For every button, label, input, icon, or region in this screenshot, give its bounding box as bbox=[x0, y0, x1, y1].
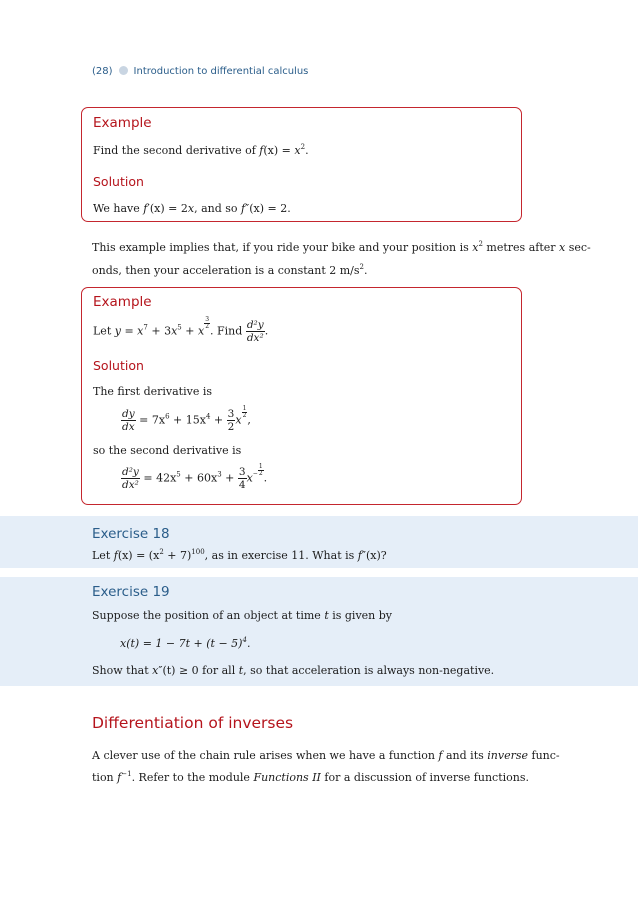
exercise-line-1: Suppose the position of an object at time t is given by bbox=[92, 609, 393, 622]
exercise-18-band bbox=[0, 516, 638, 568]
example-title: Example bbox=[93, 294, 152, 310]
fraction-exponent: $\frac{3}{2}$ bbox=[205, 316, 210, 331]
bullet-dot-icon bbox=[119, 66, 128, 75]
section-heading: Differentiation of inverses bbox=[92, 714, 294, 732]
exercise-equation: $x(t) = 1 - 7t + (t - 5)^4$. bbox=[120, 636, 251, 650]
first-derivative-text: The first derivative is bbox=[93, 385, 213, 398]
exercise-title: Exercise 19 bbox=[92, 584, 170, 600]
solution-text: We have f′(x) = 2x, and so f″(x) = 2. bbox=[93, 202, 291, 215]
second-derivative-equation: $\frac{\text{d²y}}{\text{dx²}}$ = $42x^5 + 60x^3$ + $\frac{3}{4}$ x− $\frac{1}{2}$ . bbox=[122, 463, 268, 491]
example-box-1 bbox=[81, 107, 522, 222]
example-question: Find the second derivative of $f(x) = x^2$. bbox=[93, 143, 309, 157]
exercise-title: Exercise 18 bbox=[92, 526, 170, 542]
paragraph-line-1: This example implies that, if you ride your bike and your position is $x^2$ metres after x sec- bbox=[92, 240, 591, 254]
chapter-title: Introduction to differential calculus bbox=[133, 66, 309, 77]
first-derivative-equation: $\frac{dy}{dx}$ = $7x^6 + 15x^4$ + $\frac{3}{2}$ x $\frac{1}{2}$ , bbox=[122, 405, 251, 433]
example-box-2 bbox=[81, 287, 522, 505]
solution-title: Solution bbox=[93, 174, 144, 189]
running-header bbox=[92, 66, 308, 77]
example-question: Let $y = x^7 + 3x^5 + x$ $\frac{3}{2}$ . Find $\frac{\text{d²y}}{\text{dx²}}$ . bbox=[93, 316, 269, 344]
section-paragraph-line-2: tion $f^{-1}$. Refer to the module Functions II for a discussion of inverse functions. bbox=[92, 770, 529, 784]
paragraph-line-2: onds, then your acceleration is a constant 2 $m/s^2$. bbox=[92, 263, 368, 277]
exercise-19-band bbox=[0, 577, 638, 686]
page-number: (28) bbox=[92, 66, 113, 77]
second-derivative-text: so the second derivative is bbox=[93, 444, 242, 457]
section-paragraph-line-1: A clever use of the chain rule arises when we have a function f and its inverse func- bbox=[92, 749, 560, 762]
solution-title: Solution bbox=[93, 358, 144, 373]
exercise-text: Let $f(x) = (x^2 + 7)^{100}$, as in exercise 11. What is f″(x)? bbox=[92, 548, 387, 562]
example-title: Example bbox=[93, 115, 152, 131]
exercise-line-3: Show that x″(t) ≥ 0 for all t, so that acceleration is always non-negative. bbox=[92, 664, 495, 677]
second-derivative-fraction: $\frac{\text{d²y}}{\text{dx²}}$ bbox=[246, 318, 264, 344]
